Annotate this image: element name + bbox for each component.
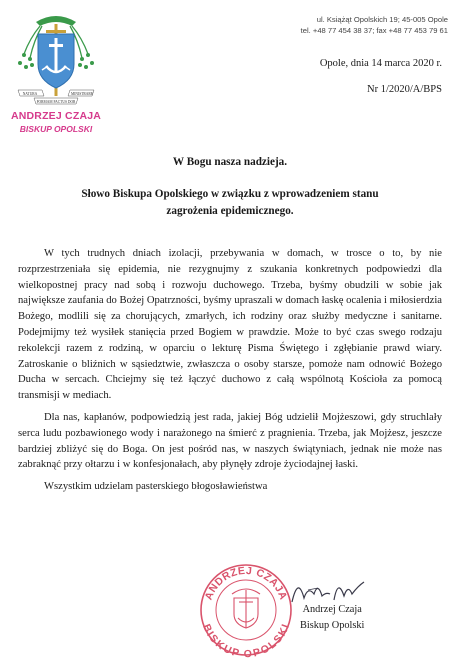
reference-number: Nr 1/2020/A/BPS xyxy=(367,84,442,95)
contact-line: tel. +48 77 454 38 37; fax +48 77 453 79 61 xyxy=(300,26,448,35)
letter-subtitle xyxy=(40,186,420,220)
letter-body xyxy=(18,246,442,501)
motto-banner: FORMAM FACTUS DOR xyxy=(36,99,76,104)
stamp-top-text: ANDRZEJ CZAJA xyxy=(202,564,290,602)
address-block xyxy=(301,14,448,36)
address-line: ul. Książąt Opolskich 19; 45-005 Opole xyxy=(316,15,448,24)
bishop-title: BISKUP OPOLSKI xyxy=(19,124,93,134)
paragraph-3: Wszystkim udzielam pasterskiego błogosławieństwa xyxy=(44,481,268,493)
official-stamp xyxy=(198,560,294,660)
letter-title: W Bogu nasza nadzieja. xyxy=(172,156,288,168)
bishop-name: ANDRZEJ CZAJA xyxy=(10,110,102,122)
paragraph-2: Dla nas, kapłanów, podpowiedzią jest rada, jakiej Bóg udzielił Mojżeszowi, gdy struchlały serca ludu pozbawionego wody i narażonego na śmierć z pragnienia. Trzeba, jak Mojżesz, jeszcze bardziej zbliżyć się do Boga. On jest pośród nas, w naszych świątyniach, jednak nie może nas zabraknąć przy ołtarzu i w konfesjonałach, aby płynęły zdroje życiodajnej łaski. xyxy=(18,411,442,471)
coat-of-arms-logo xyxy=(12,8,100,108)
subtitle-line-1: Słowo Biskupa Opolskiego w związku z wprowadzeniem stanu xyxy=(81,188,379,200)
stamp-bottom-text: BISKUP OPOLSKI xyxy=(200,622,293,660)
signature-block xyxy=(300,602,364,634)
subtitle-line-2: zagrożenia epidemicznego. xyxy=(166,205,294,217)
paragraph-1: W tych trudnych dniach izolacji, przebywania w domach, w trosce o to, by nie rozprzestrzeniała się epidemia, nie rezygnujmy z szukania konkretnych podpowiedzi dla wielkopostnej pracy nad sobą i rozwoju duchowego. Trzeba, byśmy obudzili w sobie jak największe zaufania do Bożej Opatrzności, byśmy upraszali w domach łaskę ocalenia i miłosierdzia Bożego, modlili się za chorujących, zmarłych, ich rodziny oraz służby medyczne i sanitarne. Podejmijmy też wysiłek stanięcia przed Bogiem w prawdzie. Może to być czas swego rodzaju rekolekcji razem z rodziną, w oparciu o lekturę Pisma Świętego i zgłębianie prawd wiary. Zatroskanie o bliźnich w sąsiedztwie, zwłaszcza o osoby starsze, pomoże nam odnowić Bożego Ducha w sercach. Chciejmy się też łączyć duchowo z całą wspólnotą Kościoła za pomocą transmisji w mediach. xyxy=(18,248,442,402)
signer-name: Andrzej Czaja xyxy=(302,604,362,615)
signer-title: Biskup Opolski xyxy=(300,620,365,631)
letter-date: Opole, dnia 14 marca 2020 r. xyxy=(319,58,442,69)
motto-left: NATURA xyxy=(22,91,38,96)
motto-right: MINISTRARE xyxy=(71,91,93,96)
